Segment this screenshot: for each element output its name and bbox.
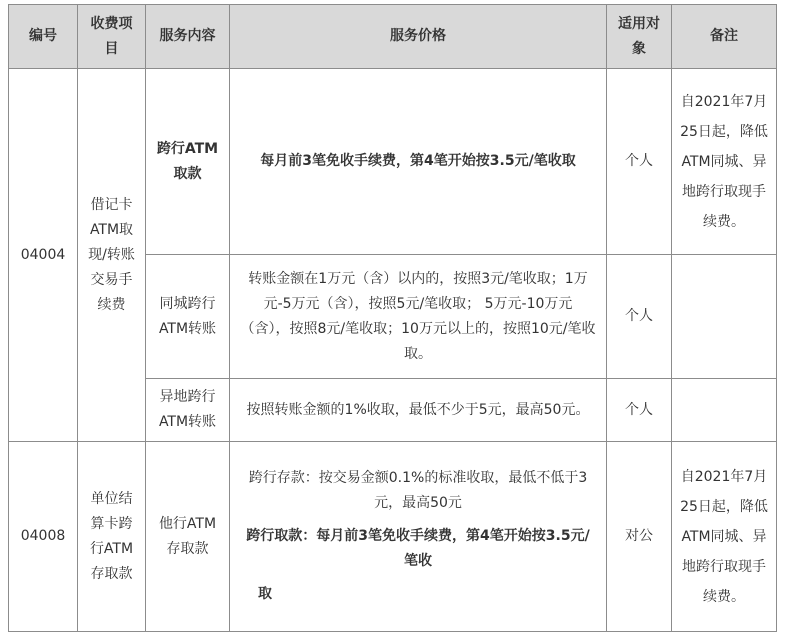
- table-row: [9, 69, 777, 255]
- service-target-cell: 个人: [607, 69, 672, 255]
- service-content-cell: 同城跨行ATM转账: [146, 255, 230, 379]
- row-note-cell: 自2021年7月25日起，降低ATM同城、异地跨行取现手续费。: [672, 69, 777, 255]
- price-withdraw-text: 跨行取款：每月前3笔免收手续费，第4笔开始按3.5元/笔收: [246, 528, 590, 569]
- row-item-cell: 单位结算卡跨行ATM存取款: [78, 442, 146, 632]
- price-withdraw-tail-text: 取: [258, 586, 272, 602]
- header-id: 编号: [9, 5, 78, 69]
- service-price-cell: [230, 442, 607, 632]
- service-target-cell: 对公: [607, 442, 672, 632]
- service-price-cell: 按照转账金额的1%收取，最低不少于5元，最高50元。: [230, 379, 607, 442]
- row-note-cell: 自2021年7月25日起，降低ATM同城、异地跨行取现手续费。: [672, 442, 777, 632]
- service-price-cell: 每月前3笔免收手续费，第4笔开始按3.5元/笔收取: [230, 69, 607, 255]
- header-row: [9, 5, 777, 69]
- header-note: 备注: [672, 5, 777, 69]
- empty-note-cell: [672, 379, 777, 442]
- empty-note-cell: [672, 255, 777, 379]
- row-id-cell: 04004: [9, 69, 78, 442]
- service-price-cell: 转账金额在1万元（含）以内的，按照3元/笔收取；1万元-5万元（含），按照5元/笔收取； 5万元-10万元（含），按照8元/笔收取；10万元以上的，按照10元/笔收取。: [230, 255, 607, 379]
- service-content-cell: 他行ATM存取款: [146, 442, 230, 632]
- service-target-cell: 个人: [607, 255, 672, 379]
- header-content: 服务内容: [146, 5, 230, 69]
- row-id-cell: 04008: [9, 442, 78, 632]
- fee-table: [8, 4, 777, 632]
- header-target: 适用对象: [607, 5, 672, 69]
- price-deposit-text: 跨行存款：按交易金额0.1%的标准收取，最低不低于3元，最高50元: [248, 470, 588, 511]
- header-item: 收费项目: [78, 5, 146, 69]
- row-item-cell: 借记卡ATM取现/转账交易手续费: [78, 69, 146, 442]
- table-row: [9, 442, 777, 632]
- header-price: 服务价格: [230, 5, 607, 69]
- service-target-cell: 个人: [607, 379, 672, 442]
- service-content-cell: 异地跨行ATM转账: [146, 379, 230, 442]
- service-content-cell: 跨行ATM取款: [146, 69, 230, 255]
